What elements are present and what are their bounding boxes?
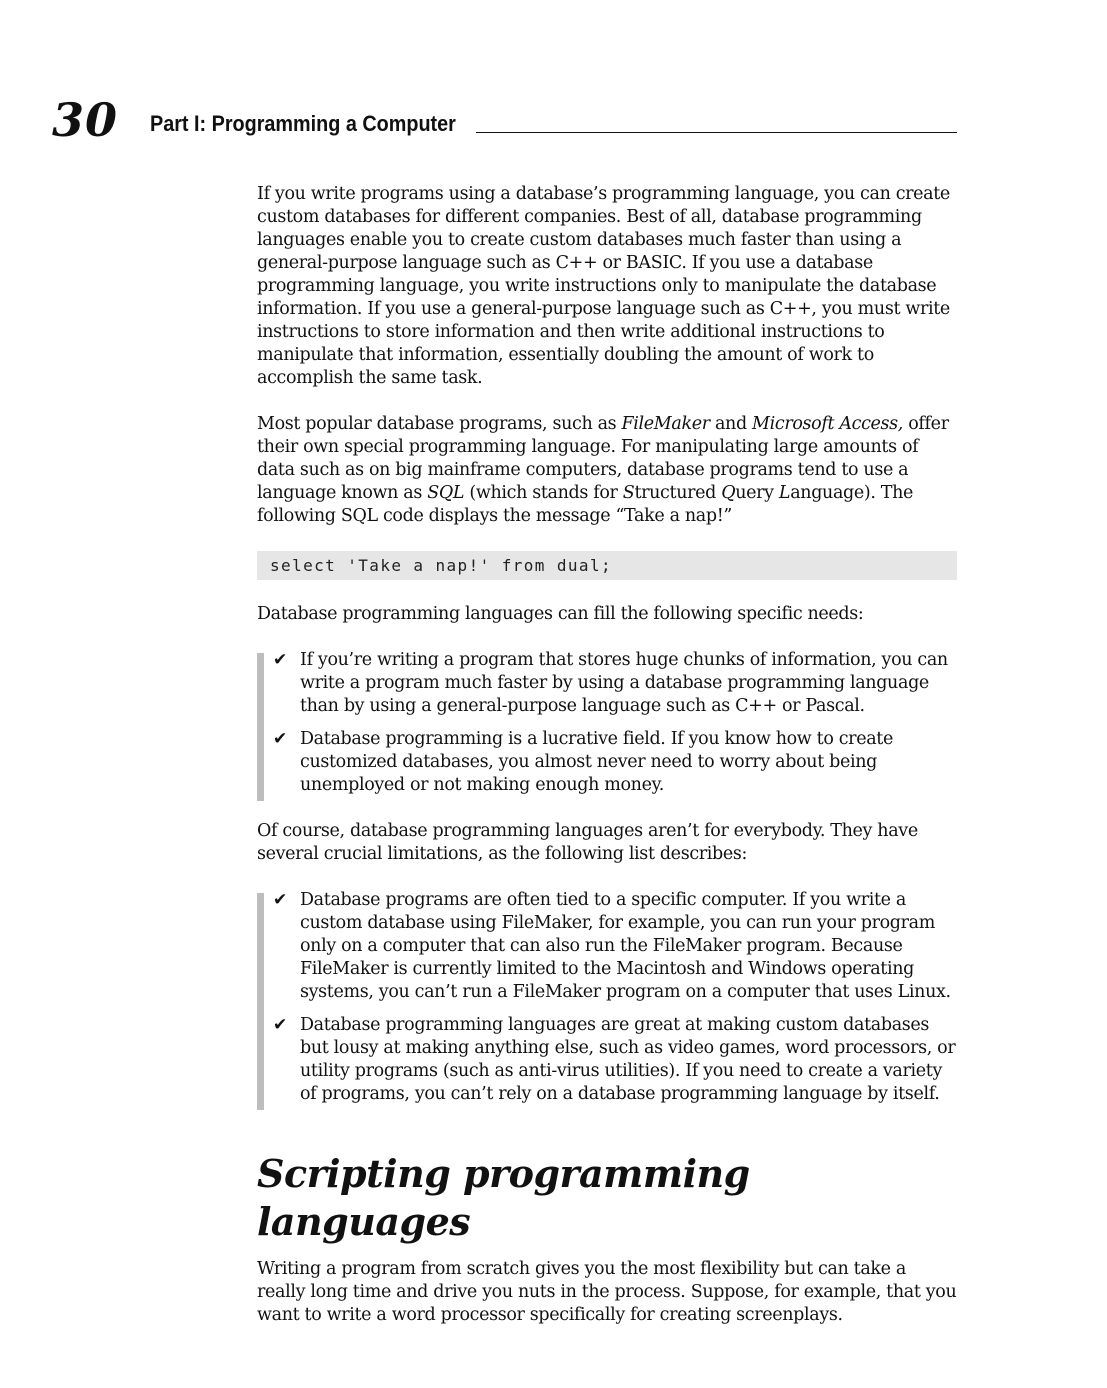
list-sidebar-bar bbox=[257, 893, 264, 1110]
list-item bbox=[273, 889, 957, 1004]
list-item bbox=[273, 728, 957, 797]
text-segment: anguage). The following SQL code displays the message “Take a nap!” bbox=[257, 483, 914, 526]
list-item-text: If you’re writing a program that stores huge chunks of information, you can write a program much faster by using a database programming language than by using a general-purpose language such as C++ or Pascal. bbox=[300, 650, 948, 716]
paragraph-scripting-intro: Writing a program from scratch gives you the most flexibility but can take a really long time and drive you nuts in the process. Suppose, for example, that you want to write a word processor specifically for creating screenplays. bbox=[257, 1259, 957, 1325]
text-segment: uery bbox=[735, 483, 779, 503]
list-item-text: Database programming languages are great at making custom databases but lousy at making anything else, such as video games, word processors, or utility programs (such as anti-virus utilities). If you need to create a variety of programs, you can’t rely on a database programming language by itself. bbox=[300, 1015, 956, 1104]
page-body bbox=[257, 183, 957, 1350]
acronym-letter-q: Q bbox=[721, 483, 736, 503]
text-segment: Most popular database programs, such as bbox=[257, 414, 622, 434]
text-segment: and bbox=[709, 414, 753, 434]
list-item-text: Database programming is a lucrative field. If you know how to create customized databases, you almost never need to worry about being unemployed or not making enough money. bbox=[300, 729, 893, 795]
bullet-list-limitations bbox=[257, 889, 957, 1106]
section-heading: Scripting programming languages bbox=[257, 1151, 750, 1244]
checkmark-icon: ✔ bbox=[273, 890, 287, 910]
paragraph-database-languages: If you write programs using a database’s programming language, you can create custom databases for different companies. Best of all, database programming languages enable you to create custom databases much faster than using a general-purpose language such as C++ or BASIC. If you use a database programming language, you write instructions only to manipulate the database information. If you use a general-purpose language such as C++, you must write instructions to store information and then write additional instructions to manipulate that information, essentially doubling the amount of work to accomplish the same task. bbox=[257, 184, 950, 388]
list-sidebar-bar bbox=[257, 653, 264, 801]
list-item bbox=[273, 649, 957, 718]
checkmark-icon: ✔ bbox=[273, 729, 287, 749]
page-number: 30 bbox=[52, 93, 119, 147]
header-rule bbox=[476, 132, 957, 133]
text-segment: (which stands for bbox=[464, 483, 623, 503]
list-item bbox=[273, 1014, 957, 1106]
paragraph-specific-needs: Database programming languages can fill the following specific needs: bbox=[257, 604, 864, 624]
checkmark-icon: ✔ bbox=[273, 1015, 287, 1035]
term-microsoft-access: Microsoft Access, bbox=[752, 414, 904, 434]
code-block-sql: select 'Take a nap!' from dual; bbox=[257, 551, 957, 580]
checkmark-icon: ✔ bbox=[273, 650, 287, 670]
running-header-title: Part I: Programming a Computer bbox=[150, 111, 456, 136]
bullet-list-needs bbox=[257, 649, 957, 797]
text-segment: offer their own special programming language. For manipulating large amounts of data such as on big mainframe computers, database programs tend to use a language known as bbox=[257, 414, 949, 503]
paragraph-limitations: Of course, database programming languages aren’t for everybody. They have several crucial limitations, as the following list describes: bbox=[257, 821, 918, 864]
acronym-letter-s: S bbox=[622, 483, 635, 503]
paragraph-popular-database-programs bbox=[257, 413, 957, 528]
acronym-letter-l: L bbox=[778, 483, 791, 503]
list-item-text: Database programs are often tied to a specific computer. If you write a custom database using FileMaker, for example, you can run your program only on a computer that can also run the FileMaker program. Because FileMaker is currently limited to the Macintosh and Windows operating systems, you can’t run a FileMaker program on a computer that uses Linux. bbox=[300, 890, 951, 1002]
term-sql: SQL bbox=[427, 483, 465, 503]
term-filemaker: FileMaker bbox=[621, 414, 710, 434]
text-segment: tructured bbox=[634, 483, 722, 503]
